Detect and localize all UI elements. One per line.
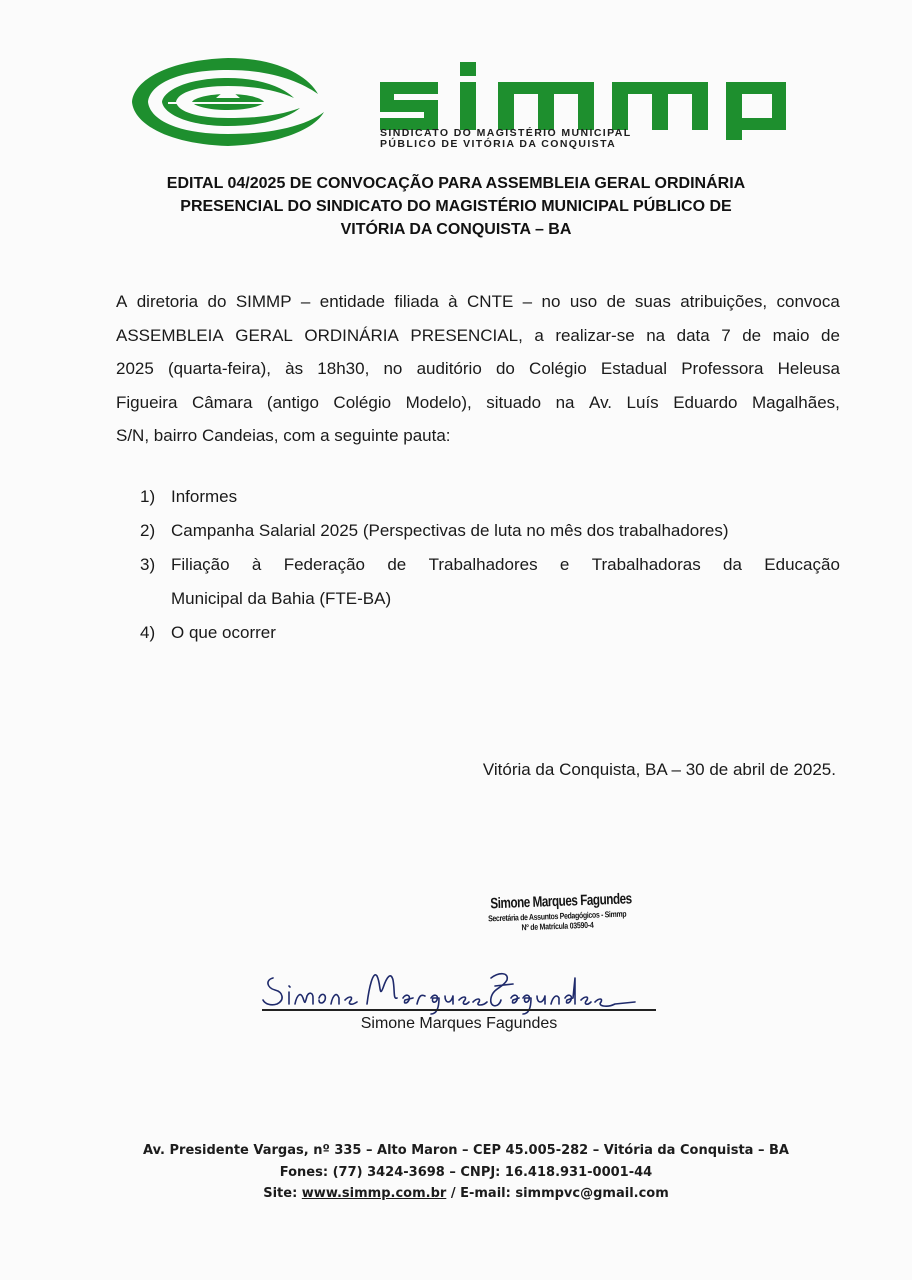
edital-title: [100, 172, 812, 241]
signer-name: Simone Marques Fagundes: [360, 1015, 558, 1032]
agenda-text: Filiação à Federação de Trabalhadores e Trabalhadoras da Educação: [171, 555, 840, 574]
logo-subtitle-line2: PÚBLICO DE VITÓRIA DA CONQUISTA: [380, 138, 617, 150]
paragraph-line: 2025 (quarta-feira), às 18h30, no auditório do Colégio Estadual Professora Heleusa: [116, 359, 840, 378]
paragraph-line: ASSEMBLEIA GERAL ORDINÁRIA PRESENCIAL, a realizar-se na data 7 de maio de: [116, 325, 840, 345]
agenda-number: 3): [140, 555, 156, 574]
agenda-text: Informes: [171, 487, 238, 506]
footer-contact: [100, 1183, 832, 1205]
union-emblem-icon: [128, 54, 328, 150]
agenda-text-continued: Municipal da Bahia (FTE-BA): [171, 589, 392, 608]
stamp-role: Secretária de Assuntos Pedagógicos - Simmp: [487, 908, 627, 924]
paragraph-line: Figueira Câmara (antigo Colégio Modelo), situado na Av. Luís Eduardo Magalhães,: [116, 392, 840, 412]
agenda-list: [140, 480, 840, 650]
title-line2: PRESENCIAL DO SINDICATO DO MAGISTÉRIO MUNICIPAL PÚBLICO DE: [180, 198, 732, 215]
letterhead-logo: [128, 52, 788, 152]
agenda-number: 1): [140, 487, 156, 506]
paragraph-line: A diretoria do SIMMP – entidade filiada à CNTE – no uso de suas atribuições, convoca: [116, 292, 840, 311]
letterhead-footer: [100, 1140, 832, 1205]
agenda-text: O que ocorrer: [171, 623, 276, 642]
agenda-item: [140, 616, 840, 650]
agenda-text: Campanha Salarial 2025 (Perspectivas de luta no mês dos trabalhadores): [171, 521, 729, 540]
stamp-name: Simone Marques Fagundes: [490, 890, 632, 913]
date-line: Vitória da Conquista, BA – 30 de abril de 2025.: [482, 760, 836, 779]
agenda-number: 2): [140, 521, 156, 540]
title-line1: EDITAL 04/2025 DE CONVOCAÇÃO PARA ASSEMBLEIA GERAL ORDINÁRIA: [166, 175, 746, 192]
logo-subtitle-line1: SINDICATO DO MAGISTÉRIO MUNICIPAL: [380, 127, 632, 139]
title-line3: VITÓRIA DA CONQUISTA – BA: [340, 221, 572, 238]
stamp-registration: Nº de Matrícula 03590-4: [521, 919, 594, 933]
agenda-item: [140, 548, 840, 616]
site-link[interactable]: www.simmp.com.br: [301, 1186, 447, 1201]
email-text: / E-mail: simmpvc@gmail.com: [446, 1186, 669, 1201]
agenda-item: [140, 480, 840, 514]
paragraph-line: S/N, bairro Candeias, com a seguinte pauta:: [116, 426, 451, 445]
signature-line: [262, 1009, 656, 1011]
footer-phones: Fones: (77) 3424-3698 – CNPJ: 16.418.931-0001-44: [279, 1164, 653, 1180]
official-stamp: [471, 890, 642, 934]
site-label: Site:: [263, 1186, 302, 1201]
agenda-item: [140, 514, 840, 548]
agenda-number: 4): [140, 623, 156, 642]
logo-subtitle: [380, 128, 632, 150]
convocation-paragraph: [116, 285, 840, 453]
footer-address: Av. Presidente Vargas, nº 335 – Alto Maron – CEP 45.005-282 – Vitória da Conquista – BA: [143, 1143, 789, 1158]
